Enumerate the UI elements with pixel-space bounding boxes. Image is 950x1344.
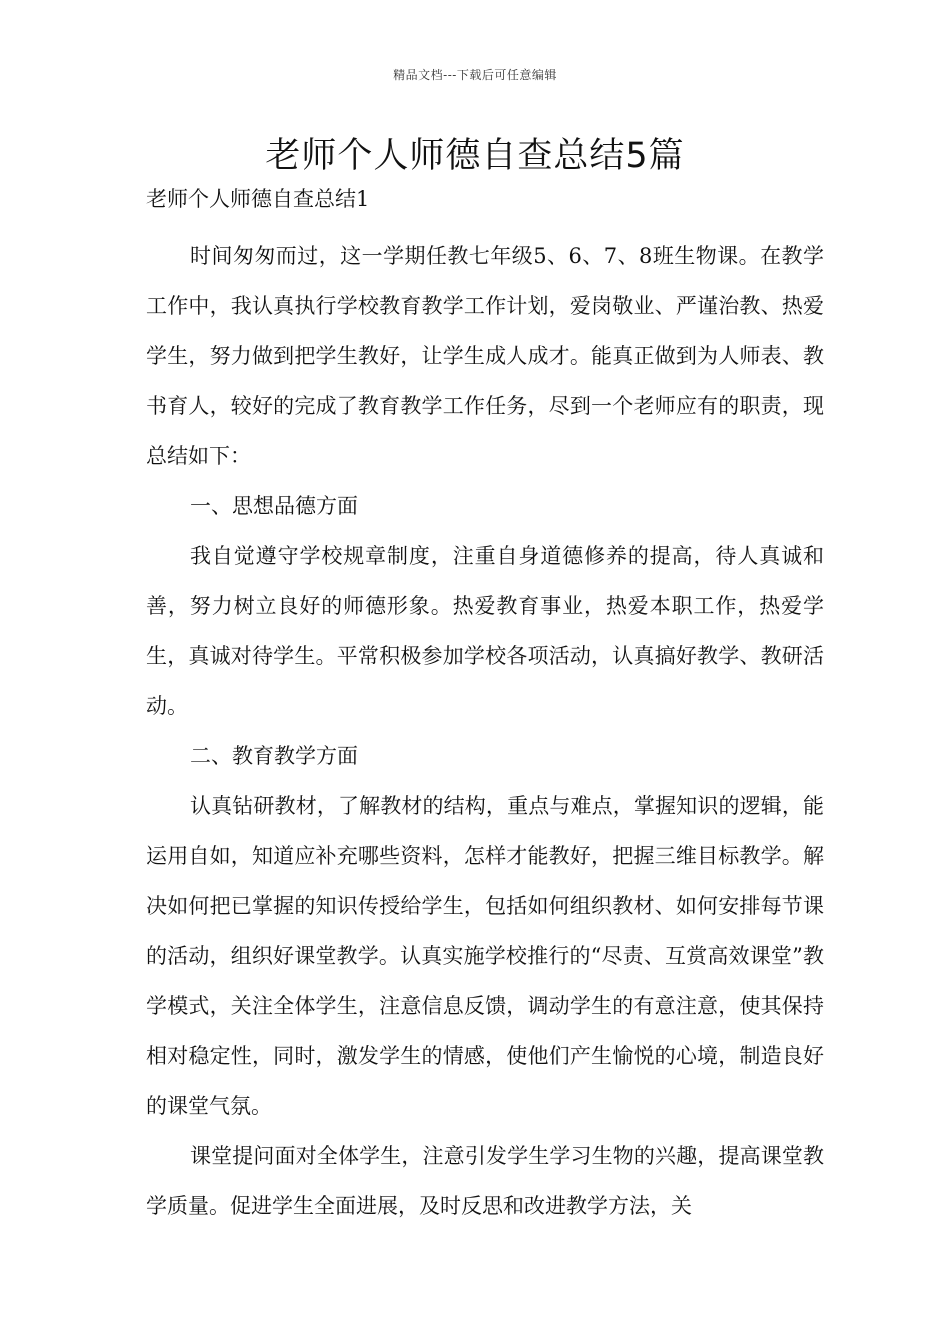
- header-note: 精品文档---下载后可任意编辑: [393, 68, 557, 82]
- paragraph-teaching: 认真钻研教材，了解教材的结构，重点与难点，掌握知识的逻辑，能运用自如，知道应补充哪些资料，怎样才能教好，把握三维目标教学。解决如何把已掌握的知识传授给学生，包括如何组织教材、如何安排每节课的活动，组织好课堂教学。认真实施学校推行的“尽责、互赏高效课堂”教学模式，关注全体学生，注意信息反馈，调动学生的有意注意，使其保持相对稳定性，同时，激发学生的情感，使他们产生愉悦的心境，制造良好的课堂气氛。: [146, 794, 824, 1118]
- section-subtitle: 老师个人师德自查总结1: [146, 187, 370, 211]
- paragraph-intro: 时间匆匆而过，这一学期任教七年级5、6、7、8班生物课。在教学工作中，我认真执行学校教育教学工作计划，爱岗敬业、严谨治教、热爱学生，努力做到把学生教好，让学生成人成才。能真正做到为人师表、教书育人，较好的完成了教育教学工作任务，尽到一个老师应有的职责，现总结如下：: [146, 244, 824, 468]
- document-title: 老师个人师德自查总结5篇: [265, 136, 685, 176]
- paragraph-moral: 我自觉遵守学校规章制度，注重自身道德修养的提高，待人真诚和善，努力树立良好的师德形象。热爱教育事业，热爱本职工作，热爱学生，真诚对待学生。平常积极参加学校各项活动，认真搞好教学、教研活动。: [146, 544, 824, 718]
- paragraph-classroom: 课堂提问面对全体学生，注意引发学生学习生物的兴趣，提高课堂教学质量。促进学生全面进展，及时反思和改进教学方法，关: [146, 1144, 824, 1218]
- document-body: [146, 181, 824, 1231]
- section-heading-teaching: 二、教育教学方面: [190, 744, 358, 768]
- section-heading-moral: 一、思想品德方面: [190, 494, 358, 518]
